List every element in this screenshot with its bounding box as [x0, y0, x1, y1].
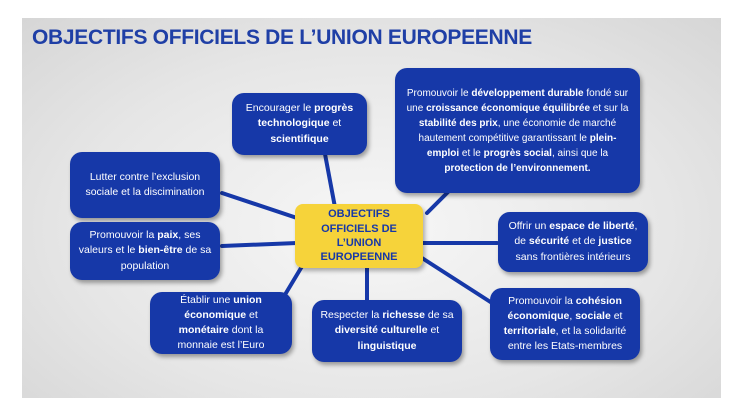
- node-text-run: , ses valeurs et le: [78, 229, 201, 257]
- node-text-run: et: [427, 324, 440, 337]
- node-text-bold: linguistique: [357, 339, 417, 352]
- connector-exclusion: [222, 193, 297, 218]
- node-text-bold: bien-être: [138, 244, 183, 257]
- node-text-run: , et la solidarité entre les Etats-membres: [507, 325, 627, 353]
- node-text-run: et: [246, 308, 258, 321]
- node-text: [320, 308, 454, 354]
- node-text-bold: protection de l’environnement.: [444, 162, 591, 174]
- node-text-bold: paix: [157, 229, 179, 242]
- node-text-run: Promouvoir la: [508, 294, 576, 307]
- node-text-bold: espace de liberté: [549, 220, 635, 233]
- node-cohesion: [490, 288, 640, 360]
- node-text: [506, 219, 640, 265]
- node-text-run: et sur la: [590, 102, 629, 114]
- page-title: OBJECTIFS OFFICIELS DE L’UNION EUROPEENNE: [32, 26, 532, 49]
- node-text-bold: progrès technologique: [257, 102, 354, 130]
- node-text: [498, 294, 632, 355]
- node-text-run: et: [329, 117, 342, 130]
- node-text-bold: territoriale: [503, 325, 556, 337]
- node-text-run: dont la monnaie est l’Euro: [177, 324, 265, 352]
- node-union: [150, 292, 292, 354]
- center-node: OBJECTIFS OFFICIELS DE L’UNION EUROPEENNE: [295, 204, 423, 268]
- node-text-bold: richesse: [382, 309, 425, 322]
- node-exclusion: [70, 152, 220, 218]
- node-text-bold: sécurité: [528, 235, 570, 248]
- node-text-bold: plein-emploi: [426, 132, 617, 159]
- node-text: [240, 101, 359, 147]
- node-progres: [232, 93, 367, 155]
- node-text-run: Lutter contre l’exclusion sociale et la discimination: [85, 170, 205, 198]
- node-text-bold: union économique: [184, 293, 262, 321]
- node-text-run: ,: [569, 309, 576, 322]
- node-paix: [70, 222, 220, 280]
- node-text-run: sans frontières intérieurs: [515, 250, 631, 263]
- node-text-bold: stabilité des prix: [418, 117, 498, 129]
- node-text-run: Établir une: [180, 293, 234, 306]
- node-text-run: et le: [459, 147, 484, 159]
- node-text-bold: scientifique: [270, 132, 329, 145]
- node-text-run: de sa: [424, 309, 454, 322]
- node-text: [78, 228, 212, 274]
- node-text-run: Promouvoir le: [406, 87, 472, 99]
- node-text: [78, 170, 212, 200]
- node-text-bold: sociale: [575, 309, 611, 322]
- connector-paix: [222, 243, 297, 246]
- node-text-run: et: [610, 309, 623, 322]
- node-text-bold: diversité culturelle: [334, 324, 428, 337]
- node-text-bold: développement durable: [471, 87, 584, 99]
- node-text-run: fondé sur une: [406, 87, 629, 114]
- slide: [22, 18, 721, 398]
- node-text-run: de sa population: [120, 244, 212, 272]
- node-liberte: [498, 212, 648, 272]
- node-text-bold: croissance économique équilibrée: [426, 102, 591, 114]
- connector-cohesion: [422, 258, 492, 303]
- node-text-run: , une économie de marché hautement compétitive garantissant le: [418, 117, 617, 144]
- node-text-run: Offrir un: [508, 220, 550, 233]
- node-text-run: , de: [514, 220, 638, 248]
- node-diversite: [312, 300, 462, 362]
- node-developpement: [395, 68, 640, 193]
- node-text: [403, 86, 632, 176]
- node-text-run: et de: [569, 235, 599, 248]
- node-text: [158, 293, 284, 354]
- node-text-run: , ainsi que la: [551, 147, 609, 159]
- node-text-bold: justice: [598, 235, 632, 248]
- node-text-run: Encourager le: [245, 102, 315, 115]
- node-text-run: Promouvoir la: [89, 229, 158, 242]
- node-text-bold: monétaire: [178, 324, 229, 336]
- node-text-bold: cohésion économique: [507, 294, 622, 322]
- node-text-bold: progrès social: [483, 147, 552, 159]
- node-text-run: Respecter la: [320, 309, 383, 322]
